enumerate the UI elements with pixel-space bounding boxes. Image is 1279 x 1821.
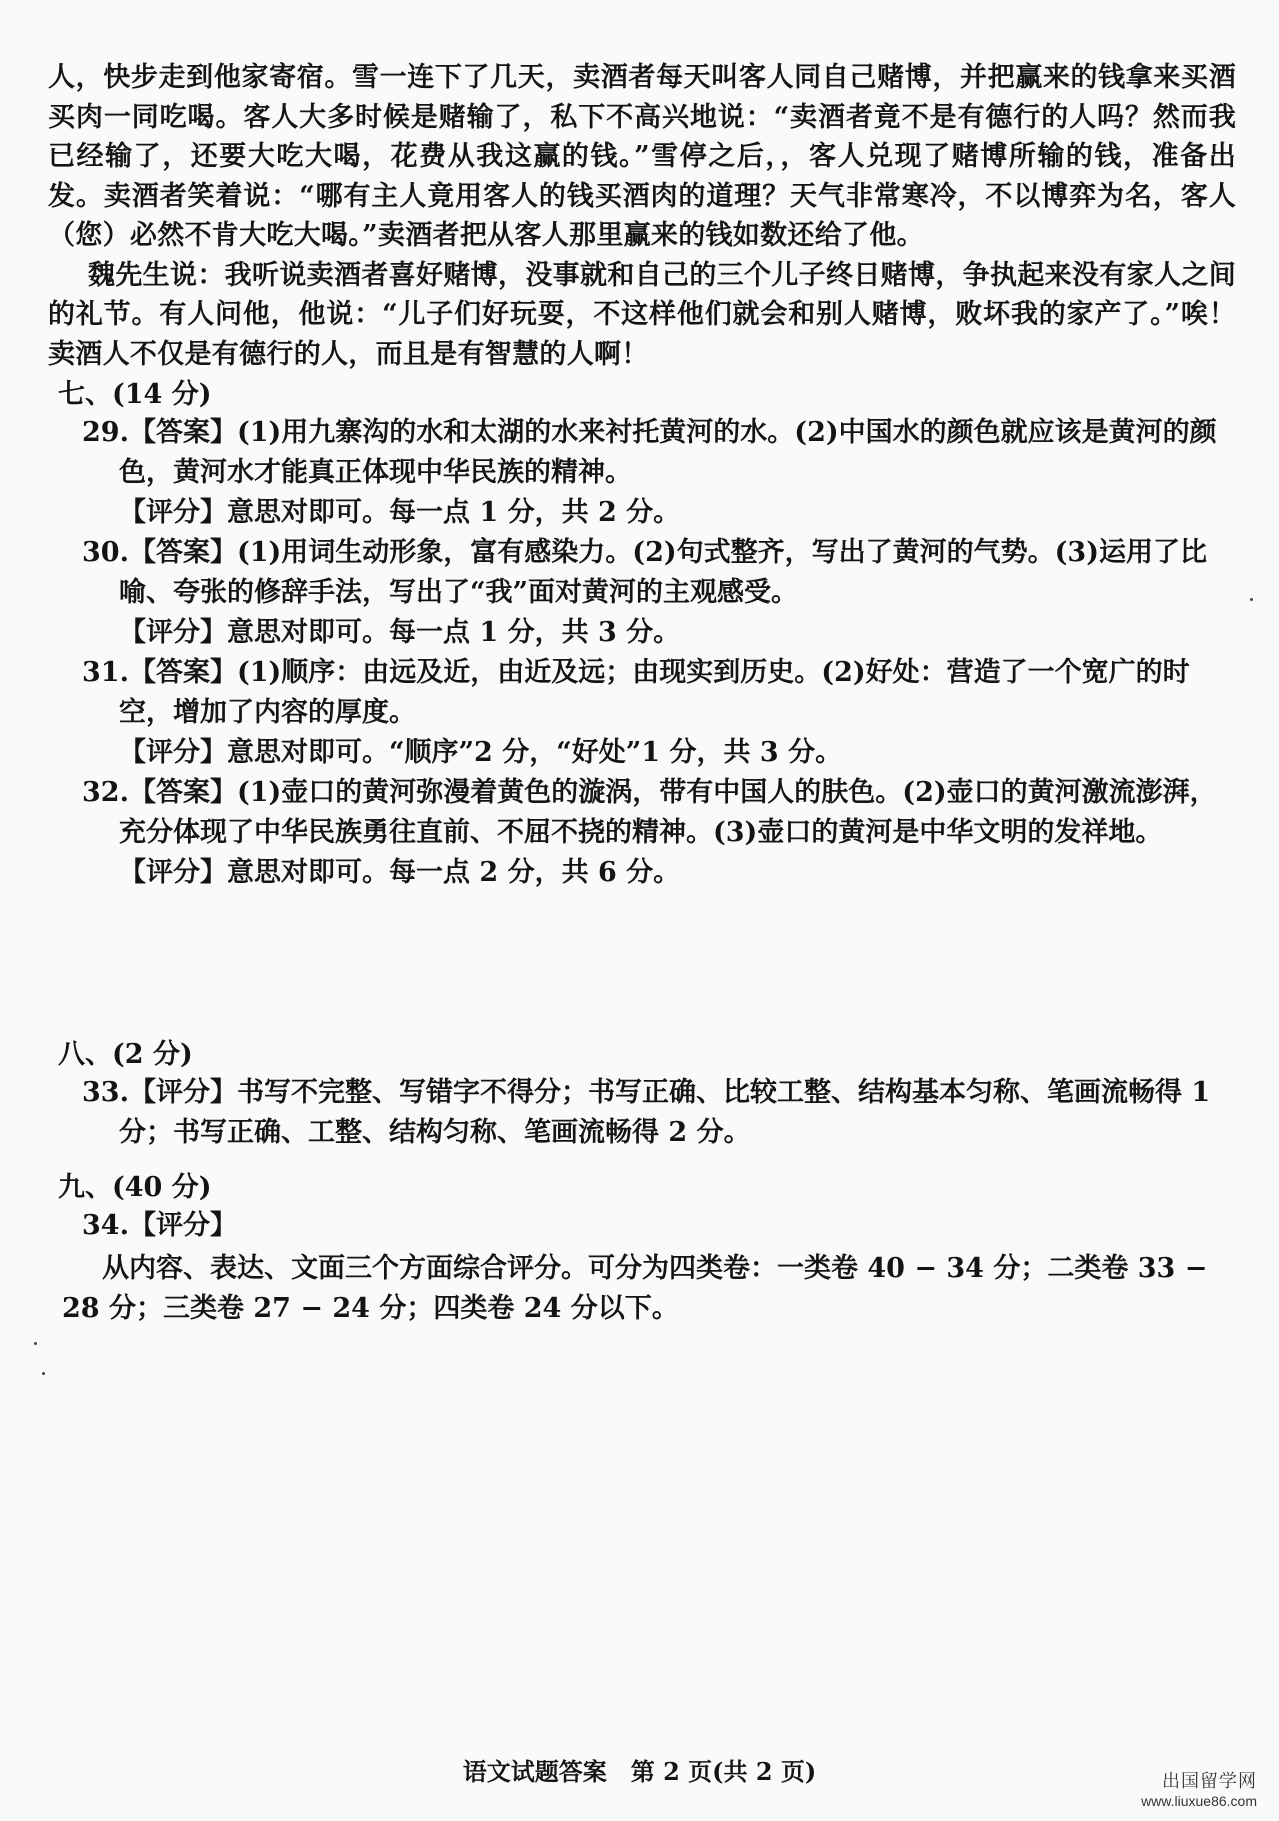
scan-speck [42, 1372, 45, 1375]
question-31 [82, 653, 1234, 773]
page-footer: 语文试题答案 第 2 页(共 2 页) [462, 1757, 817, 1786]
q32-answer: 32.【答案】(1)壶口的黄河弥漫着黄色的漩涡，带有中国人的肤色。(2)壶口的黄河激流澎湃，充分体现了中华民族勇往直前、不屈不挠的精神。(3)壶口的黄河是中华文明的发祥地。 [82, 777, 1217, 848]
question-29 [82, 413, 1234, 533]
section-9-heading: 九、(40 分) [58, 1172, 212, 1203]
q29-answer: 29.【答案】(1)用九寨沟的水和太湖的水来衬托黄河的水。(2)中国水的颜色就应该是黄河的颜色，黄河水才能真正体现中华民族的精神。 [82, 417, 1217, 488]
q34-body: 从内容、表达、文面三个方面综合评分。可分为四类卷：一类卷 40 − 34 分；二类卷 33 − 28 分；三类卷 27 − 24 分；四类卷 24 分以下。 [62, 1253, 1208, 1324]
question-30 [82, 533, 1234, 653]
story-paragraph-2: 魏先生说：我听说卖酒者喜好赌博，没事就和自己的三个儿子终日赌博，争执起来没有家人之间的礼节。有人问他，他说：“儿子们好玩耍，不这样他们就会和别人赌博，败坏我的家产了。”唉！卖酒人不仅是有德行的人，而且是有智慧的人啊！ [48, 259, 1236, 370]
watermark-url: www.liuxue86.com [1141, 1793, 1257, 1809]
section-7-heading: 七、(14 分) [58, 379, 212, 410]
q30-score: 【评分】意思对即可。每一点 1 分，共 3 分。 [119, 617, 681, 648]
scan-speck [1250, 598, 1253, 601]
q33-score: 33.【评分】书写不完整、写错字不得分；书写正确、比较工整、结构基本匀称、笔画流畅得 1 分；书写正确、工整、结构匀称、笔画流畅得 2 分。 [82, 1077, 1211, 1148]
site-watermark [1141, 1767, 1257, 1809]
q30-answer: 30.【答案】(1)用词生动形象，富有感染力。(2)句式整齐，写出了黄河的气势。(3)运用了比喻、夸张的修辞手法，写出了“我”面对黄河的主观感受。 [82, 537, 1207, 608]
story-translation [48, 58, 1236, 374]
watermark-name: 出国留学网 [1162, 1771, 1257, 1791]
section-8-heading: 八、(2 分) [58, 1039, 193, 1070]
story-paragraph-1: 人，快步走到他家寄宿。雪一连下了几天，卖酒者每天叫客人同自己赌博，并把赢来的钱拿来买酒买肉一同吃喝。客人大多时候是赌输了，私下不高兴地说：“卖酒者竟不是有德行的人吗？然而我已经输了，还要大吃大喝，花费从我这赢的钱。”雪停之后，，客人兑现了赌博所输的钱，准备出发。卖酒者笑着说：“哪有主人竟用客人的钱买酒肉的道理？天气非常寒冷，不以博弈为名，客人（您）必然不肯大吃大喝。”卖酒者把从客人那里赢来的钱如数还给了他。 [48, 62, 1236, 251]
q31-score: 【评分】意思对即可。“顺序”2 分，“好处”1 分，共 3 分。 [119, 737, 843, 768]
question-34 [82, 1206, 1234, 1246]
question-32 [82, 773, 1234, 893]
q32-score: 【评分】意思对即可。每一点 2 分，共 6 分。 [119, 857, 681, 888]
q29-score: 【评分】意思对即可。每一点 1 分，共 2 分。 [119, 497, 681, 528]
q31-answer: 31.【答案】(1)顺序：由远及近，由近及远；由现实到历史。(2)好处：营造了一个宽广的时空，增加了内容的厚度。 [82, 657, 1190, 728]
question-33 [82, 1073, 1234, 1153]
scan-speck [34, 1342, 37, 1345]
q34-label: 34.【评分】 [82, 1210, 237, 1241]
